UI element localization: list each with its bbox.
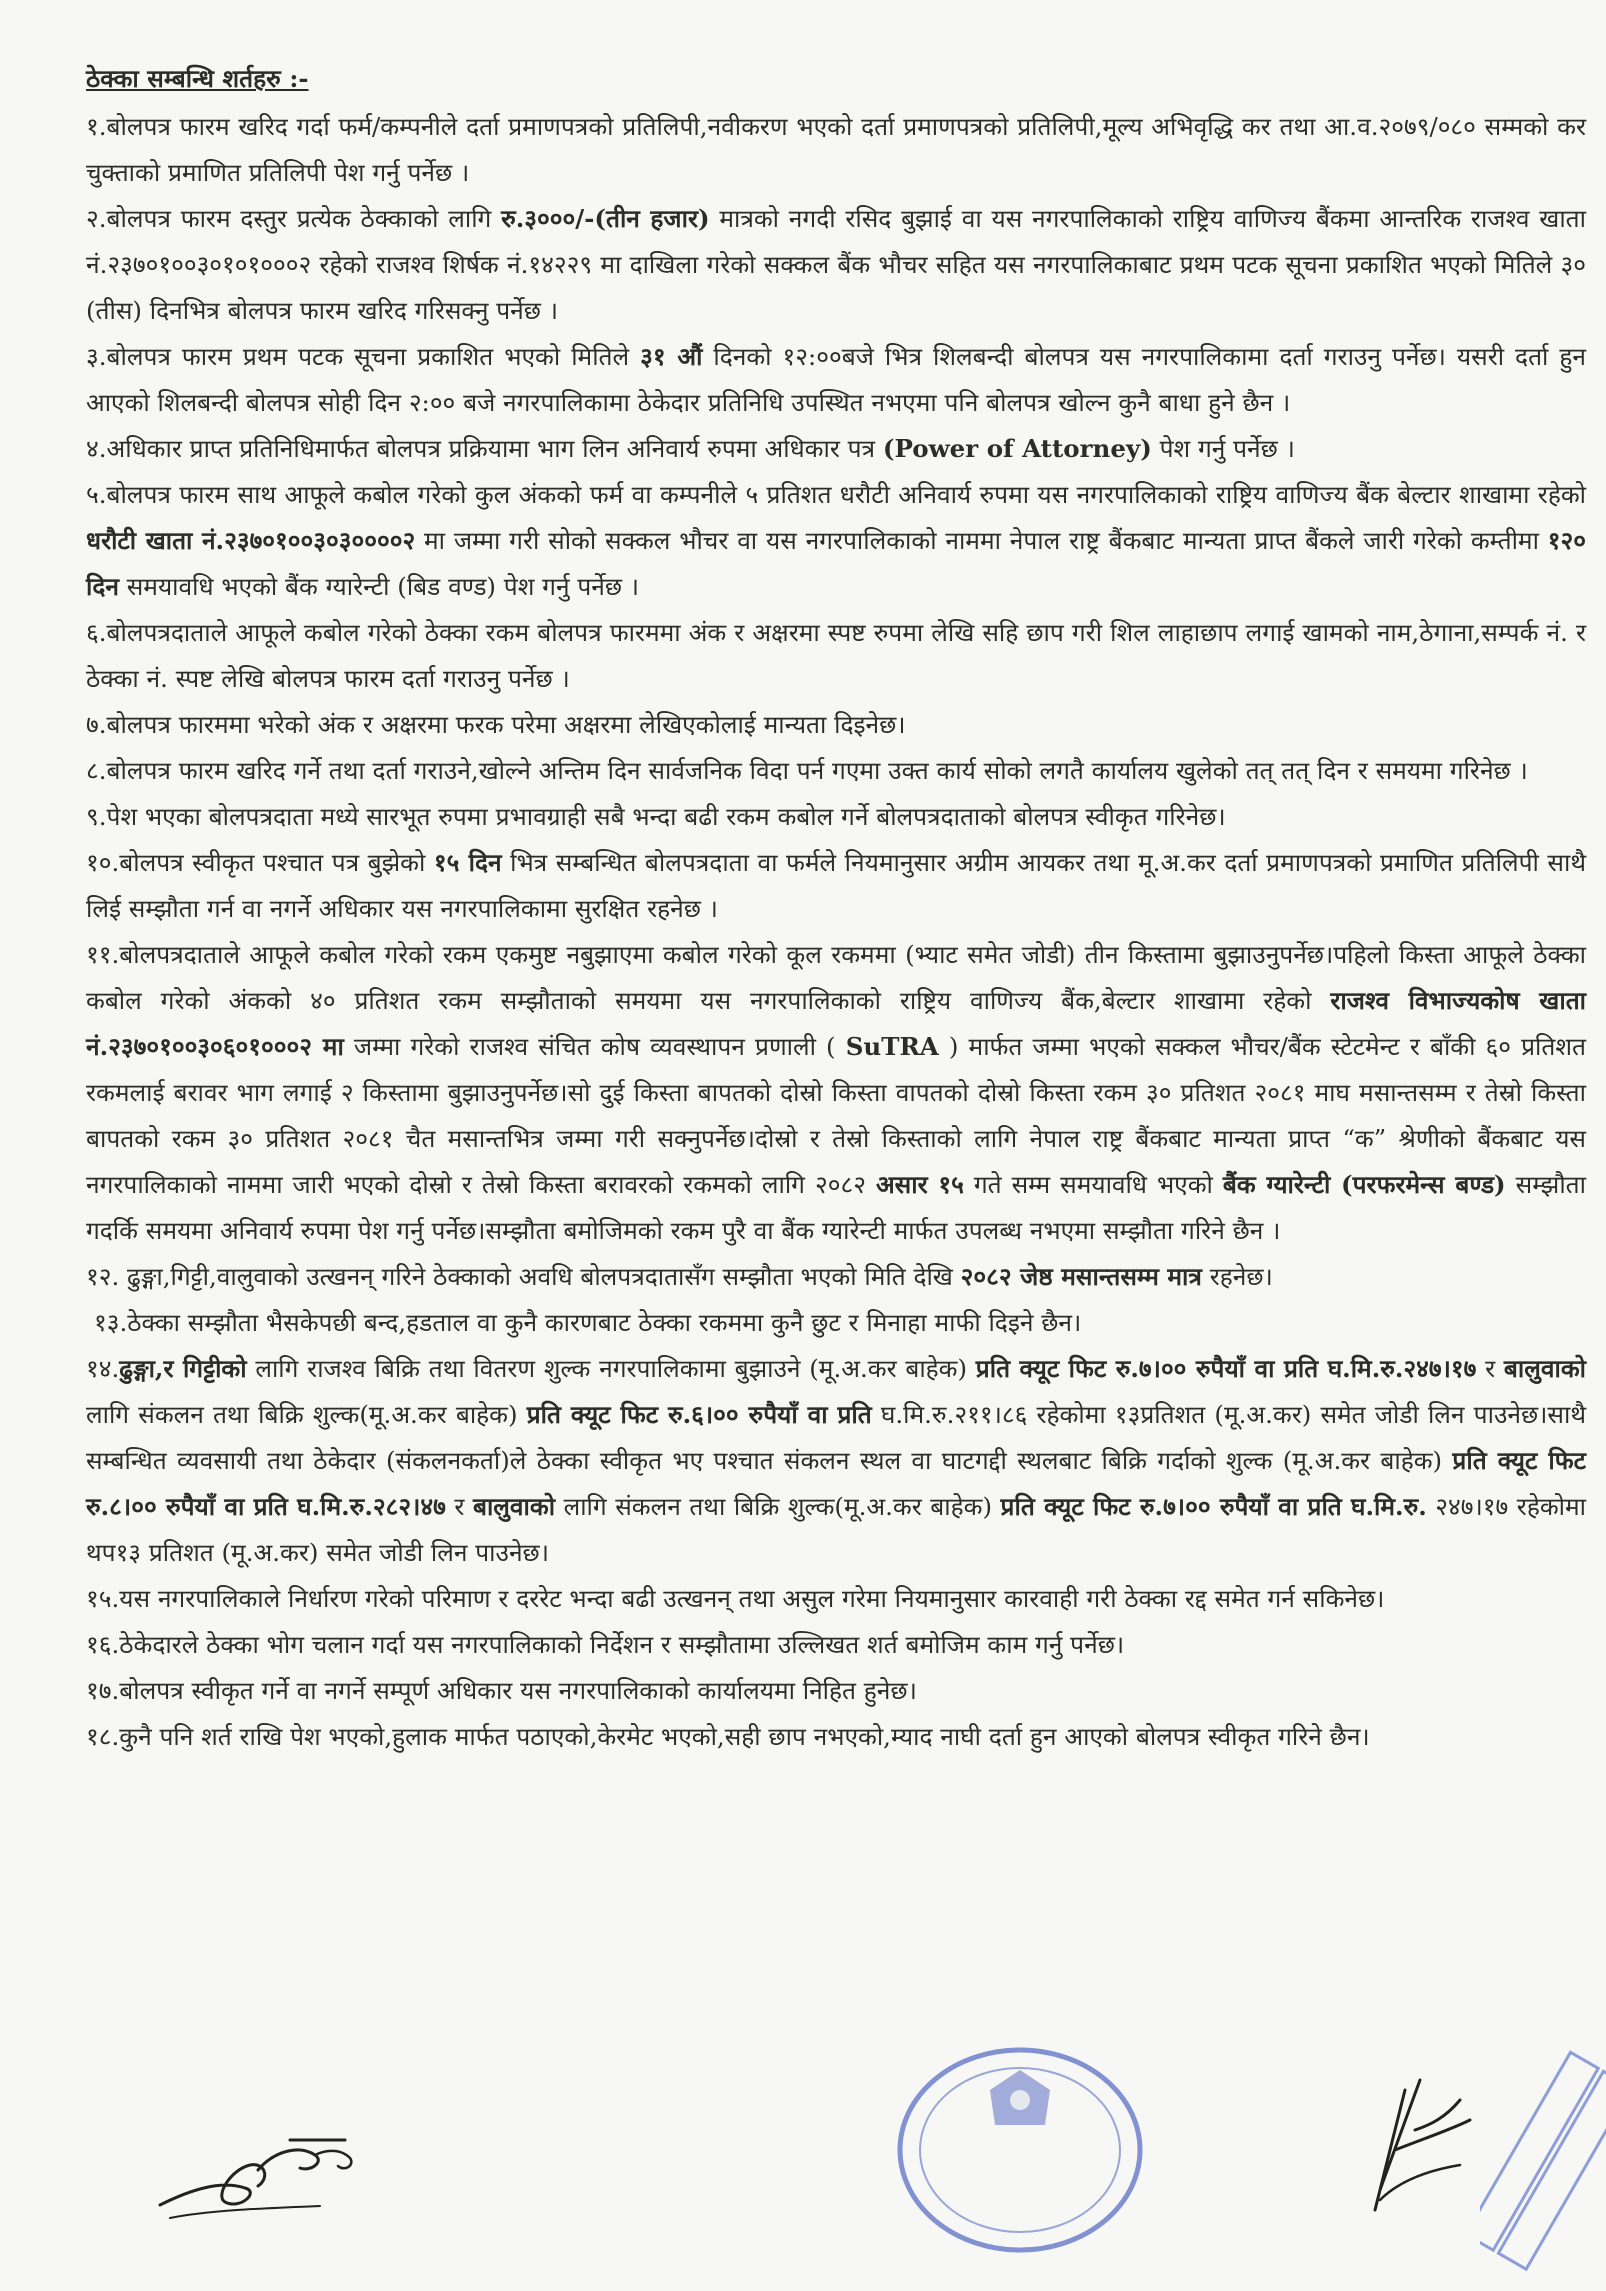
clause-1-text: १.बोलपत्र फारम खरिद गर्दा फर्म/कम्पनीले दर्ता प्रमाणपत्रको प्रतिलिपी,नवीकरण भएको दर्ता प्रमाणपत्रको प्रतिलिपी,मूल्य अभिवृद्धि कर तथा आ.व.२०७९/०८० सम्मको कर चुक्ताको प्रमाणित प्रतिलिपी पेश गर्नु पर्नेछ । [86,112,1586,187]
clause-12 [86,1254,1586,1300]
clause-10-text: १०.बोलपत्र स्वीकृत पश्चात पत्र बुझेको [86,848,434,877]
clause-10-text-rest: भित्र सम्बन्धित बोलपत्रदाता वा फर्मले नियमानुसार अग्रीम आयकर तथा मू.अ.कर दर्ता प्रमाणपत्रको प्रमाणित प्रतिलिपी साथै लिई सम्झौता गर्न वा नगर्ने अधिकार यस नगरपालिकामा सुरक्षित रहनेछ । [86,848,1586,923]
signature-right [1360,2070,1480,2220]
clause-4-poa: (Power of Attorney) [882,434,1152,463]
clause-15-text: १५.यस नगरपालिकाले निर्धारण गरेको परिमाण र दररेट भन्दा बढी उत्खनन् तथा असुल गरेमा नियमानुसार कारवाही गरी ठेक्का रद्द समेत गर्न सकिनेछ। [86,1584,1385,1613]
officer-stamp [1480,2040,1606,2280]
municipal-seal [880,2030,1160,2270]
signature-right-drawing [1360,2070,1480,2220]
clause-14-sand-1: बालुवाको [1503,1354,1586,1383]
clause-7-text: ७.बोलपत्र फारममा भरेको अंक र अक्षरमा फरक परेमा अक्षरमा लेखिएकोलाई मान्यता दिइनेछ। [86,710,906,739]
clause-11-text: ११.बोलपत्रदाताले आफूले कबोल गरेको रकम एकमुष्ट नबुझाएमा कबोल गरेको कूल रकममा (भ्याट समेत जोडी) तीन किस्तामा बुझाउनुपर्नेछ।पहिलो किस्ता आफूले ठेक्का कबोल गरेको अंकको ४० प्रतिशत रकम सम्झौताको समयमा यस नगरपालिकाको राष्ट्रिय वाणिज्य बैंक,बेल्टार शाखामा रहेको [86,940,1586,1015]
clause-7 [86,702,1586,748]
clause-14-rate-4: प्रति क्यूट फिट रु.७।०० रुपैयाँ वा प्रति घ.मि.रु. [1000,1492,1427,1521]
clause-14-text-6: लागि संकलन तथा बिक्रि शुल्क(मू.अ.कर बाहेक) [555,1492,1001,1521]
clause-8-text: ८.बोलपत्र फारम खरिद गर्ने तथा दर्ता गराउने,खोल्ने अन्तिम दिन सार्वजनिक विदा पर्न गएमा उक्त कार्य सोको लगतै कार्यालय खुलेको तत् तत् दिन र समयमा गरिनेछ । [86,756,1528,785]
clause-14-text-4: घ.मि.रु.२११।८६ रहेकोमा १३प्रतिशत (मू.अ.कर) समेत जोडी लिन पाउनेछ।साथै सम्बन्धित व्यवसायी तथा ठेकेदार (संकलनकर्ता)ले ठेक्का स्वीकृत भए पश्चात संकलन स्थल वा घाटगद्दी स्थलबाट बिक्रि गर्दाको शुल्क (मू.अ.कर बाहेक) [86,1400,1586,1475]
clause-12-text: १२. ढुङ्गा,गिट्टी,वालुवाको उत्खनन् गरिने ठेक्काको अवधि बोलपत्रदातासँग सम्झौता भएको मिति देखि [86,1262,961,1291]
clause-2-text-rest: मात्रको नगदी रसिद बुझाई वा यस नगरपालिकाको राष्ट्रिय वाणिज्य बैंकमा आन्तरिक राजश्व खाता नं.२३७०१००३०१०१०००२ रहेको राजश्व शिर्षक नं.१४२२९ मा दाखिला गरेको सक्कल बैंक भौचर सहित यस नगरपालिकाबाट प्रथम पटक सूचना प्रकाशित भएको मितिले ३० (तीस) दिनभित्र बोलपत्र फारम खरिद गरिसक्नु पर्नेछ । [86,204,1586,325]
clause-11-text-3: ) मार्फत जम्मा भएको सक्कल भौचर/बैंक स्टेटमेन्ट र बाँकी ६० प्रतिशत रकमलाई बरावर भाग लगाई २ किस्तामा बुझाउनुपर्नेछ।सो दुई किस्ता बापतको दोस्रो किस्ता वापतको दोस्रो किस्ता रकम ३० प्रतिशत २०८१ माघ मसान्तसम्म र तेस्रो किस्ता बापतको रकम ३० प्रतिशत २०८१ चैत मसान्तभित्र जम्मा गरी सक्नुपर्नेछ।दोस्रो र तेस्रो किस्ताको लागि नेपाल राष्ट्र बैंकबाट मान्यता प्राप्त “क” श्रेणीको बैंकबाट यस नगरपालिकाको नाममा जारी भएको दोस्रो र तेस्रो किस्ता बरावरको रकमको लागि २०८२ [86,1032,1586,1199]
clause-12-deadline: २०८२ जेष्ठ मसान्तसम्म मात्र [960,1262,1202,1291]
clause-2 [86,196,1586,334]
clause-11-sutra: SuTRA [845,1032,939,1061]
clause-12-text-rest: रहनेछ। [1201,1262,1273,1291]
clause-2-fee: रु.३०००/-(तीन हजार) [501,204,710,233]
clause-14-rate-2: प्रति क्यूट फिट रु.६।०० रुपैयाँ वा प्रति [526,1400,872,1429]
signature-left-drawing [150,2110,370,2230]
clause-18 [86,1714,1586,1760]
clause-14-rate-1: प्रति क्यूट फिट रु.७।०० रुपैयाँ वा प्रति घ.मि.रु.२४७।१७ [975,1354,1477,1383]
signature-left [150,2110,370,2230]
clause-3-text-rest: दिनको १२:००बजे भित्र शिलबन्दी बोलपत्र यस नगरपालिकामा दर्ता गराउनु पर्नेछ। यसरी दर्ता हुन आएको शिलबन्दी बोलपत्र सोही दिन २:०० बजे नगरपालिकामा ठेकेदार प्रतिनिधि उपस्थित नभएमा पनि बोलपत्र खोल्न कुनै बाधा हुने छैन । [86,342,1586,417]
clause-3-text: ३.बोलपत्र फारम प्रथम पटक सूचना प्रकाशित भएको मितिले [86,342,641,371]
clause-14-number: १४. [86,1354,120,1383]
clause-5-days: १२० दिन [86,526,1586,601]
heading: ठेक्का सम्बन्धि शर्तहरु :- [86,64,309,93]
clause-10-days: १५ दिन [433,848,502,877]
clause-8 [86,748,1586,794]
clause-15 [86,1576,1586,1622]
seal-drawing [880,2030,1160,2270]
clause-5-text: ५.बोलपत्र फारम साथ आफूले कबोल गरेको कुल अंकको फर्म वा कम्पनीले ५ प्रतिशत धरौटी अनिवार्य रुपमा यस नगरपालिकाको राष्ट्रिय वाणिज्य बैंक बेल्टार शाखामा रहेको [86,480,1586,509]
clause-14 [86,1346,1586,1576]
clause-14-text-2: र [1476,1354,1504,1383]
clause-14-text-3: लागि संकलन तथा बिक्रि शुल्क(मू.अ.कर बाहेक) [86,1400,527,1429]
officer-stamp-drawing [1480,2040,1606,2280]
clause-17-text: १७.बोलपत्र स्वीकृत गर्ने वा नगर्ने सम्पूर्ण अधिकार यस नगरपालिकाको कार्यालयमा निहित हुनेछ। [86,1676,917,1705]
clause-9 [86,794,1586,840]
clause-14-stone: ढुङ्गा,र गिट्टीको [119,1354,247,1383]
clause-5-account: धरौटी खाता नं.२३७०१००३०३००००२ [86,526,416,555]
clause-13 [86,1300,1586,1346]
clause-11-text-5: सम्झौता गदर्कि समयमा अनिवार्य रुपमा पेश गर्नु पर्नेछ।सम्झौता बमोजिमको रकम पुरै वा बैंक ग्यारेन्टी मार्फत उपलब्ध नभएमा सम्झौता गरिने छैन । [86,1170,1586,1245]
clause-5-text-mid: मा जम्मा गरी सोको सक्कल भौचर वा यस नगरपालिकाको नाममा नेपाल राष्ट्र बैंकबाट मान्यता प्राप्त बैंकले जारी गरेको कम्तीमा [415,526,1548,555]
clause-13-text: १३.ठेक्का सम्झौता भैसकेपछी बन्द,हडताल वा कुनै कारणबाट ठेक्का रकममा कुनै छुट र मिनाहा माफी दिइने छैन। [94,1308,1082,1337]
clause-14-text-5: र [445,1492,473,1521]
clause-9-text: ९.पेश भएका बोलपत्रदाता मध्ये सारभूत रुपमा प्रभावग्राही सबै भन्दा बढी रकम कबोल गर्ने बोलपत्रदाताको बोलपत्र स्वीकृत गरिनेछ। [86,802,1226,831]
clause-11-account: राजश्व विभाज्यकोष खाता नं.२३७०१००३०६०१०००२ मा [86,986,1587,1061]
clause-5-text-rest: समयावधि भएको बैंक ग्यारेन्टी (बिड वण्ड) पेश गर्नु पर्नेछ । [118,572,640,601]
clause-11-date: असार १५ [875,1170,964,1199]
clause-14-text-1: लागि राजश्व बिक्रि तथा वितरण शुल्क नगरपालिकामा बुझाउने (मू.अ.कर बाहेक) [246,1354,976,1383]
clause-6 [86,610,1586,702]
clause-11 [86,932,1586,1254]
clause-3-day: ३१ औं [640,342,703,371]
clause-1 [86,104,1586,196]
clause-11-text-4: गते सम्म समयावधि भएको [963,1170,1223,1199]
document-body [86,56,1586,1760]
clause-10 [86,840,1586,932]
clause-4 [86,426,1586,472]
clause-17 [86,1668,1586,1714]
clause-11-text-2: जम्मा गरेको राजश्व संचित कोष व्यवस्थापन प्रणाली ( [343,1032,846,1061]
clause-11-guarantee: बैंक ग्यारेन्टी (परफरमेन्स बण्ड) [1222,1170,1506,1199]
clause-14-rate-3: प्रति क्यूट फिट रु.८।०० रुपैयाँ वा प्रति घ.मि.रु.२८२।४७ [86,1446,1587,1521]
clause-3 [86,334,1586,426]
clause-18-text: १८.कुनै पनि शर्त राखि पेश भएको,हुलाक मार्फत पठाएको,केरमेट भएको,सही छाप नभएको,म्याद नाघी दर्ता हुन आएको बोलपत्र स्वीकृत गरिने छैन। [86,1722,1370,1751]
clause-16-text: १६.ठेकेदारले ठेक्का भोग चलान गर्दा यस नगरपालिकाको निर्देशन र सम्झौतामा उल्लिखत शर्त बमोजिम काम गर्नु पर्नेछ। [86,1630,1125,1659]
clause-14-text-7: २४७।१७ रहेकोमा थप१३ प्रतिशत (मू.अ.कर) समेत जोडी लिन पाउनेछ। [86,1492,1586,1567]
clause-6-text: ६.बोलपत्रदाताले आफूले कबोल गरेको ठेक्का रकम बोलपत्र फारममा अंक र अक्षरमा स्पष्ट रुपमा लेखि सहि छाप गरी शिल लाहाछाप लगाई खामको नाम,ठेगाना,सम्पर्क नं. र ठेक्का नं. स्पष्ट लेखि बोलपत्र फारम दर्ता गराउनु पर्नेछ । [86,618,1586,693]
clause-4-text-rest: पेश गर्नु पर्नेछ । [1151,434,1295,463]
clause-16 [86,1622,1586,1668]
clause-2-text: २.बोलपत्र फारम दस्तुर प्रत्येक ठेक्काको लागि [86,204,502,233]
clause-14-sand-2: बालुवाको [472,1492,556,1521]
clause-4-text: ४.अधिकार प्राप्त प्रतिनिधिमार्फत बोलपत्र प्रक्रियामा भाग लिन अनिवार्य रुपमा अधिकार पत्र [86,434,883,463]
clause-5 [86,472,1586,610]
